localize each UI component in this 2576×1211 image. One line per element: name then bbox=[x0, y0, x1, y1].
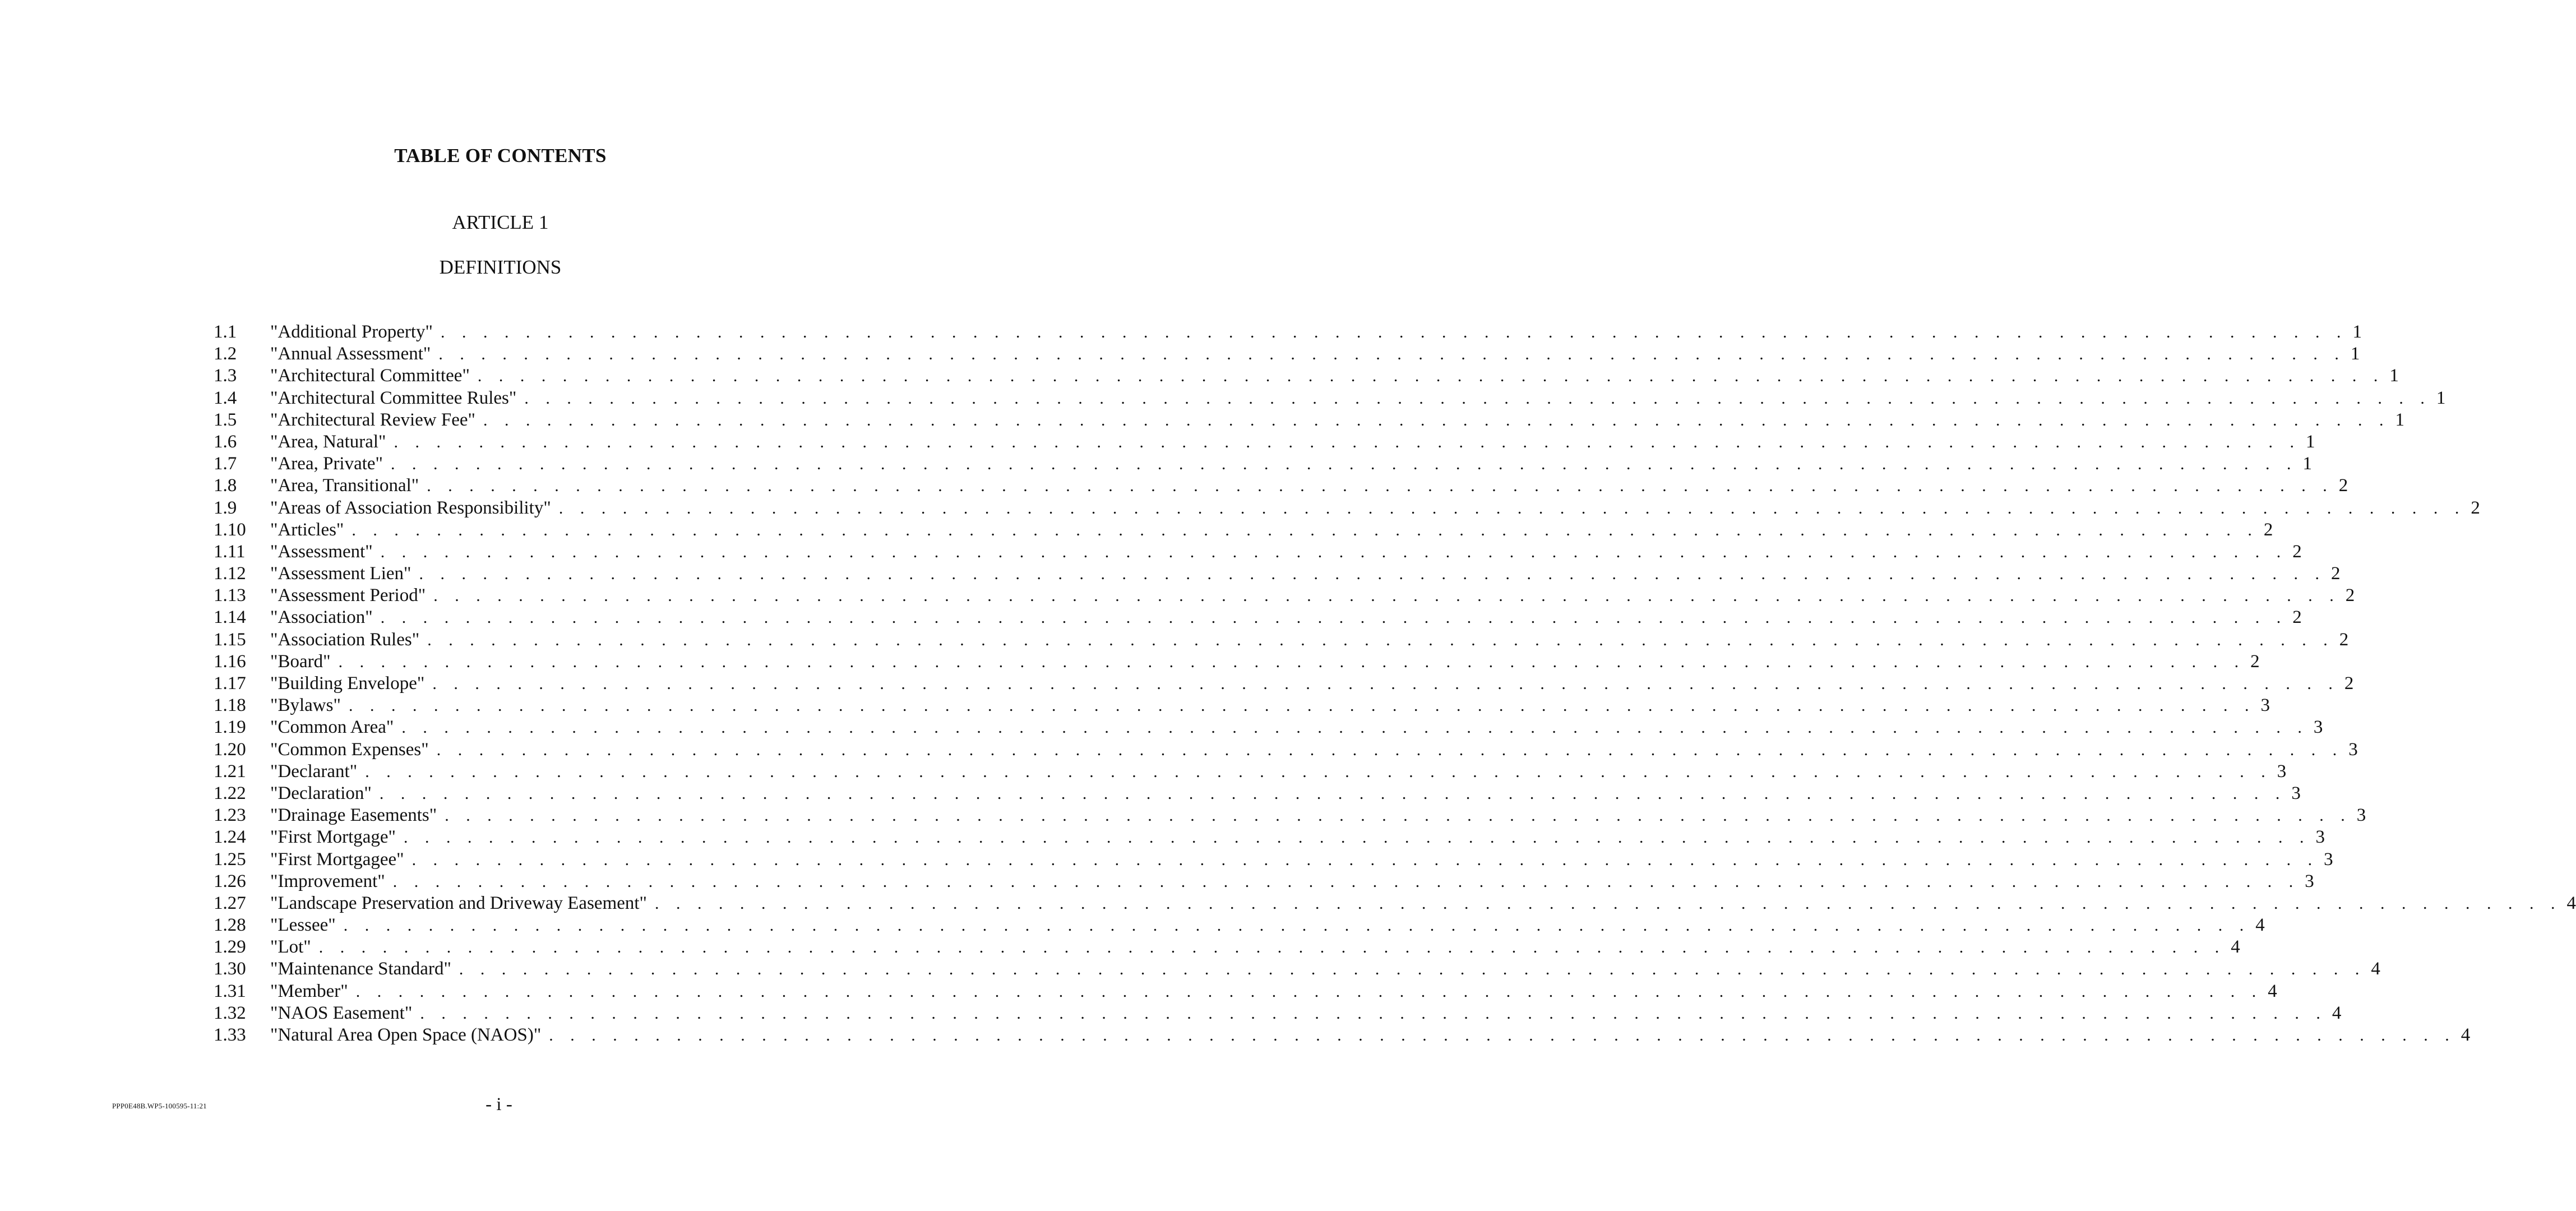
toc-entry-body bbox=[270, 849, 2333, 871]
toc-entry-label: "Assessment Lien" bbox=[270, 563, 411, 584]
toc-entry-body bbox=[270, 717, 2323, 738]
toc-entry-label: "Drainage Easements" bbox=[270, 805, 437, 826]
toc-entry bbox=[214, 673, 2354, 695]
toc-entry-page: 2 bbox=[2292, 541, 2302, 562]
toc-entry-label: "Area, Transitional" bbox=[270, 475, 419, 496]
toc-entry-page: 1 bbox=[2436, 387, 2446, 408]
article-name: DEFINITIONS bbox=[439, 256, 562, 278]
toc-entry-label: "Articles" bbox=[270, 519, 344, 540]
toc-entry-page: 1 bbox=[2350, 344, 2360, 364]
toc-entry-label: "Architectural Committee" bbox=[270, 366, 470, 386]
dot-leader: . . . . . . . . . . . . . . . . . . . . . . . . . . . . . . . . . . . . . . . . . . . . . . . . . . . . . . . . . . . . . . . . . . . . . . . . . . . . . . . . . . . . . . . . . . bbox=[655, 894, 2562, 913]
dot-leader: . . . . . . . . . . . . . . . . . . . . . . . . . . . . . . . . . . . . . . . . . . . . . . . . . . . . . . . . . . . . . . . . . . . . . . . . . . . . . . . . . . . . . . . . . . bbox=[365, 762, 2272, 781]
toc-entry-label: "Additional Property" bbox=[270, 322, 433, 342]
dot-leader: . . . . . . . . . . . . . . . . . . . . . . . . . . . . . . . . . . . . . . . . . . . . . . . . . . . . . . . . . . . . . . . . . . . . . . . . . . . . . . . . . . . . . . . . . . bbox=[436, 740, 2343, 759]
toc-entry-page: 2 bbox=[2345, 585, 2355, 606]
dot-leader: . . . . . . . . . . . . . . . . . . . . . . . . . . . . . . . . . . . . . . . . . . . . . . . . . . . . . . . . . . . . . . . . . . . . . . . . . . . . . . . . . . . . . . . . . . bbox=[348, 696, 2255, 715]
dot-leader: . . . . . . . . . . . . . . . . . . . . . . . . . . . . . . . . . . . . . . . . . . . . . . . . . . . . . . . . . . . . . . . . . . . . . . . . . . . . . . . . . . . . . . . . . . bbox=[343, 916, 2250, 935]
toc-entry-page: 1 bbox=[2389, 366, 2399, 386]
dot-leader: . . . . . . . . . . . . . . . . . . . . . . . . . . . . . . . . . . . . . . . . . . . . . . . . . . . . . . . . . . . . . . . . . . . . . . . . . . . . . . . . . . . . . . . . . . bbox=[427, 477, 2334, 496]
toc-entry-number: 1.20 bbox=[214, 739, 246, 760]
toc-entry-number: 1.6 bbox=[214, 431, 237, 452]
toc-entry-number: 1.12 bbox=[214, 563, 246, 584]
toc-list bbox=[214, 321, 2576, 1046]
dot-leader: . . . . . . . . . . . . . . . . . . . . . . . . . . . . . . . . . . . . . . . . . . . . . . . . . . . . . . . . . . . . . . . . . . . . . . . . . . . . . . . . . . . . . . . . . . bbox=[433, 586, 2341, 606]
toc-entry-label: "Common Expenses" bbox=[270, 739, 429, 760]
toc-entry bbox=[214, 893, 2576, 914]
toc-entry-page: 1 bbox=[2395, 409, 2404, 430]
toc-entry-label: "Area, Natural" bbox=[270, 431, 386, 452]
toc-entry-body bbox=[270, 409, 2404, 431]
toc-entry-label: "Architectural Committee Rules" bbox=[270, 387, 517, 408]
toc-entry-number: 1.33 bbox=[214, 1025, 246, 1045]
toc-entry-label: "Association Rules" bbox=[270, 629, 420, 650]
toc-entry-number: 1.23 bbox=[214, 805, 246, 826]
toc-entry-label: "Maintenance Standard" bbox=[270, 959, 451, 979]
toc-entry-page: 4 bbox=[2332, 1002, 2342, 1023]
toc-entry-body bbox=[270, 607, 2302, 628]
toc-entry bbox=[214, 958, 2380, 980]
toc-entry bbox=[214, 387, 2446, 409]
toc-entry-number: 1.25 bbox=[214, 849, 246, 870]
toc-entry-body bbox=[270, 981, 2277, 1002]
dot-leader: . . . . . . . . . . . . . . . . . . . . . . . . . . . . . . . . . . . . . . . . . . . . . . . . . . . . . . . . . . . . . . . . . . . . . . . . . . . . . . . . . . . . . . . . . . bbox=[318, 938, 2226, 957]
toc-entry-page: 2 bbox=[2344, 673, 2354, 694]
dot-leader: . . . . . . . . . . . . . . . . . . . . . . . . . . . . . . . . . . . . . . . . . . . . . . . . . . . . . . . . . . . . . . . . . . . . . . . . . . . . . . . . . . . . . . . . . . bbox=[483, 410, 2390, 429]
toc-entry bbox=[214, 409, 2404, 431]
toc-entry-number: 1.27 bbox=[214, 893, 246, 913]
toc-entry-number: 1.4 bbox=[214, 387, 237, 408]
toc-entry-label: "First Mortgage" bbox=[270, 827, 396, 848]
toc-entry-body bbox=[270, 387, 2446, 409]
dot-leader: . . . . . . . . . . . . . . . . . . . . . . . . . . . . . . . . . . . . . . . . . . . . . . . . . . . . . . . . . . . . . . . . . . . . . . . . . . . . . . . . . . . . . . . . . . bbox=[477, 367, 2384, 386]
toc-entry-number: 1.24 bbox=[214, 827, 246, 848]
dot-leader: . . . . . . . . . . . . . . . . . . . . . . . . . . . . . . . . . . . . . . . . . . . . . . . . . . . . . . . . . . . . . . . . . . . . . . . . . . . . . . . . . . . . . . . . . . bbox=[380, 608, 2287, 627]
toc-entry-label: "First Mortgagee" bbox=[270, 849, 404, 870]
toc-entry-label: "Bylaws" bbox=[270, 695, 341, 716]
toc-entry-label: "Declaration" bbox=[270, 783, 372, 803]
toc-entry bbox=[214, 497, 2480, 519]
toc-entry-page: 2 bbox=[2338, 475, 2348, 496]
toc-entry-number: 1.3 bbox=[214, 366, 237, 386]
dot-leader: . . . . . . . . . . . . . . . . . . . . . . . . . . . . . . . . . . . . . . . . . . . . . . . . . . . . . . . . . . . . . . . . . . . . . . . . . . . . . . . . . . . . . . . . . . bbox=[379, 784, 2286, 803]
toc-entry-body bbox=[270, 343, 2360, 365]
toc-entry-label: "Lot" bbox=[270, 937, 311, 958]
toc-entry-page: 2 bbox=[2250, 651, 2260, 672]
toc-entry bbox=[214, 607, 2302, 628]
toc-entry-body bbox=[270, 563, 2341, 585]
toc-entry bbox=[214, 849, 2333, 871]
toc-entry-body bbox=[270, 1002, 2342, 1024]
toc-entry-body bbox=[270, 519, 2273, 541]
toc-entry-label: "Assessment" bbox=[270, 541, 373, 562]
dot-leader: . . . . . . . . . . . . . . . . . . . . . . . . . . . . . . . . . . . . . . . . . . . . . . . . . . . . . . . . . . . . . . . . . . . . . . . . . . . . . . . . . . . . . . . . . . bbox=[391, 455, 2298, 474]
toc-entry-label: "Assessment Period" bbox=[270, 585, 426, 606]
toc-entry-page: 1 bbox=[2306, 431, 2315, 452]
toc-entry-body bbox=[270, 431, 2315, 453]
toc-entry-label: "Board" bbox=[270, 651, 331, 672]
toc-entry-page: 1 bbox=[2352, 322, 2362, 342]
toc-entry-body bbox=[270, 871, 2314, 893]
toc-entry bbox=[214, 761, 2287, 783]
toc-entry bbox=[214, 805, 2366, 826]
dot-leader: . . . . . . . . . . . . . . . . . . . . . . . . . . . . . . . . . . . . . . . . . . . . . . . . . . . . . . . . . . . . . . . . . . . . . . . . . . . . . . . . . . . . . . . . . . bbox=[445, 806, 2352, 825]
toc-entry bbox=[214, 475, 2348, 497]
toc-entry-label: "Architectural Review Fee" bbox=[270, 409, 475, 430]
dot-leader: . . . . . . . . . . . . . . . . . . . . . . . . . . . . . . . . . . . . . . . . . . . . . . . . . . . . . . . . . . . . . . . . . . . . . . . . . . . . . . . . . . . . . . . . . . bbox=[338, 652, 2245, 671]
toc-entry-label: "Annual Assessment" bbox=[270, 344, 431, 364]
toc-entry-label: "Member" bbox=[270, 981, 348, 1001]
toc-entry-body bbox=[270, 958, 2380, 980]
dot-leader: . . . . . . . . . . . . . . . . . . . . . . . . . . . . . . . . . . . . . . . . . . . . . . . . . . . . . . . . . . . . . . . . . . . . . . . . . . . . . . . . . . . . . . . . . . bbox=[558, 498, 2466, 517]
toc-entry-number: 1.19 bbox=[214, 717, 246, 738]
toc-entry bbox=[214, 541, 2302, 563]
toc-entry-body bbox=[270, 365, 2399, 387]
toc-entry-number: 1.7 bbox=[214, 454, 237, 474]
toc-entry bbox=[214, 783, 2301, 805]
toc-entry-label: "Improvement" bbox=[270, 871, 385, 891]
toc-entry-label: "Association" bbox=[270, 607, 373, 628]
toc-entry-page: 3 bbox=[2315, 827, 2325, 848]
toc-entry-body bbox=[270, 673, 2354, 695]
toc-entry-body bbox=[270, 629, 2349, 651]
toc-entry bbox=[214, 519, 2273, 541]
toc-entry bbox=[214, 826, 2325, 848]
dot-leader: . . . . . . . . . . . . . . . . . . . . . . . . . . . . . . . . . . . . . . . . . . . . . . . . . . . . . . . . . . . . . . . . . . . . . . . . . . . . . . . . . . . . . . . . . . bbox=[394, 432, 2301, 451]
toc-entry-number: 1.30 bbox=[214, 959, 246, 979]
dot-leader: . . . . . . . . . . . . . . . . . . . . . . . . . . . . . . . . . . . . . . . . . . . . . . . . . . . . . . . . . . . . . . . . . . . . . . . . . . . . . . . . . . . . . . . . . . bbox=[524, 389, 2431, 408]
toc-entry-number: 1.11 bbox=[214, 541, 246, 562]
toc-entry-page: 4 bbox=[2566, 893, 2576, 913]
toc-entry-page: 4 bbox=[2231, 937, 2240, 958]
toc-entry bbox=[214, 453, 2313, 475]
toc-entry-label: "Building Envelope" bbox=[270, 673, 425, 694]
toc-entry-page: 3 bbox=[2260, 695, 2270, 716]
toc-entry-page: 3 bbox=[2313, 717, 2323, 738]
toc-entry bbox=[214, 717, 2323, 738]
toc-entry bbox=[214, 871, 2314, 893]
dot-leader: . . . . . . . . . . . . . . . . . . . . . . . . . . . . . . . . . . . . . . . . . . . . . . . . . . . . . . . . . . . . . . . . . . . . . . . . . . . . . . . . . . . . . . . . . . bbox=[380, 542, 2287, 561]
dot-leader: . . . . . . . . . . . . . . . . . . . . . . . . . . . . . . . . . . . . . . . . . . . . . . . . . . . . . . . . . . . . . . . . . . . . . . . . . . . . . . . . . . . . . . . . . . bbox=[355, 982, 2263, 1001]
toc-entry-number: 1.31 bbox=[214, 981, 246, 1001]
dot-leader: . . . . . . . . . . . . . . . . . . . . . . . . . . . . . . . . . . . . . . . . . . . . . . . . . . . . . . . . . . . . . . . . . . . . . . . . . . . . . . . . . . . . . . . . . . bbox=[438, 345, 2346, 364]
toc-entry bbox=[214, 981, 2277, 1002]
toc-entry bbox=[214, 343, 2360, 365]
toc-entry-number: 1.29 bbox=[214, 937, 246, 958]
toc-entry bbox=[214, 914, 2265, 936]
toc-entry bbox=[214, 563, 2341, 585]
toc-entry bbox=[214, 365, 2399, 387]
toc-entry-body bbox=[270, 541, 2302, 563]
toc-entry-page: 4 bbox=[2371, 959, 2380, 979]
toc-entry-number: 1.26 bbox=[214, 871, 246, 891]
toc-entry-body bbox=[270, 651, 2260, 673]
toc-entry-label: "Natural Area Open Space (NAOS)" bbox=[270, 1025, 542, 1045]
toc-entry-number: 1.22 bbox=[214, 783, 246, 803]
toc-entry-page: 1 bbox=[2302, 454, 2313, 474]
toc-entry-label: "NAOS Easement" bbox=[270, 1002, 413, 1023]
toc-entry bbox=[214, 695, 2270, 717]
dot-leader: . . . . . . . . . . . . . . . . . . . . . . . . . . . . . . . . . . . . . . . . . . . . . . . . . . . . . . . . . . . . . . . . . . . . . . . . . . . . . . . . . . . . . . . . . . bbox=[411, 850, 2319, 869]
article-number: ARTICLE 1 bbox=[452, 211, 549, 233]
toc-entry-body bbox=[270, 826, 2325, 848]
toc-entry-body bbox=[270, 321, 2362, 343]
toc-entry-body bbox=[270, 914, 2265, 936]
toc-entry bbox=[214, 651, 2260, 673]
toc-entry-label: "Declarant" bbox=[270, 761, 358, 782]
toc-entry-label: "Area, Private" bbox=[270, 454, 383, 474]
toc-entry-body bbox=[270, 475, 2348, 497]
toc-entry bbox=[214, 629, 2349, 651]
dot-leader: . . . . . . . . . . . . . . . . . . . . . . . . . . . . . . . . . . . . . . . . . . . . . . . . . . . . . . . . . . . . . . . . . . . . . . . . . . . . . . . . . . . . . . . . . . bbox=[441, 323, 2347, 341]
dot-leader: . . . . . . . . . . . . . . . . . . . . . . . . . . . . . . . . . . . . . . . . . . . . . . . . . . . . . . . . . . . . . . . . . . . . . . . . . . . . . . . . . . . . . . . . . . bbox=[459, 960, 2366, 979]
toc-entry-number: 1.16 bbox=[214, 651, 246, 672]
toc-entry-number: 1.5 bbox=[214, 409, 237, 430]
toc-entry-page: 3 bbox=[2348, 739, 2358, 760]
toc-entry-body bbox=[270, 805, 2366, 826]
toc-entry-label: "Lessee" bbox=[270, 915, 336, 936]
toc-entry-label: "Common Area" bbox=[270, 717, 394, 738]
toc-entry-page: 3 bbox=[2277, 761, 2287, 782]
toc-entry-number: 1.1 bbox=[214, 322, 237, 342]
toc-entry-number: 1.14 bbox=[214, 607, 246, 628]
toc-entry-body bbox=[270, 893, 2576, 914]
toc-entry-page: 4 bbox=[2268, 981, 2277, 1001]
toc-entry-label: "Areas of Association Responsibility" bbox=[270, 497, 551, 518]
toc-entry bbox=[214, 321, 2362, 343]
toc-entry-page: 3 bbox=[2356, 805, 2366, 826]
dot-leader: . . . . . . . . . . . . . . . . . . . . . . . . . . . . . . . . . . . . . . . . . . . . . . . . . . . . . . . . . . . . . . . . . . . . . . . . . . . . . . . . . . . . . . . . . . bbox=[419, 565, 2326, 584]
toc-entry-page: 3 bbox=[2291, 783, 2301, 803]
toc-entry bbox=[214, 1002, 2342, 1024]
toc-entry-number: 1.18 bbox=[214, 695, 246, 716]
toc-entry-number: 1.32 bbox=[214, 1002, 246, 1023]
toc-entry-body bbox=[270, 453, 2313, 475]
toc-entry-body bbox=[270, 695, 2270, 717]
dot-leader: . . . . . . . . . . . . . . . . . . . . . . . . . . . . . . . . . . . . . . . . . . . . . . . . . . . . . . . . . . . . . . . . . . . . . . . . . . . . . . . . . . . . . . . . . . bbox=[420, 1004, 2327, 1023]
toc-entry-body bbox=[270, 936, 2240, 958]
toc-entry-number: 1.15 bbox=[214, 629, 246, 650]
toc-entry-page: 3 bbox=[2305, 871, 2314, 891]
toc-entry-body bbox=[270, 783, 2301, 805]
document-code: PPP0E48B.WP5-100595-11:21 bbox=[112, 1102, 207, 1110]
toc-entry-number: 1.8 bbox=[214, 475, 237, 496]
dot-leader: . . . . . . . . . . . . . . . . . . . . . . . . . . . . . . . . . . . . . . . . . . . . . . . . . . . . . . . . . . . . . . . . . . . . . . . . . . . . . . . . . . . . . . . . . . bbox=[404, 828, 2311, 847]
dot-leader: . . . . . . . . . . . . . . . . . . . . . . . . . . . . . . . . . . . . . . . . . . . . . . . . . . . . . . . . . . . . . . . . . . . . . . . . . . . . . . . . . . . . . . . . . . bbox=[392, 872, 2300, 891]
toc-entry-label: "Landscape Preservation and Driveway Easement" bbox=[270, 893, 648, 913]
toc-entry-page: 2 bbox=[2292, 607, 2302, 628]
toc-entry-number: 1.21 bbox=[214, 761, 246, 782]
toc-entry-number: 1.2 bbox=[214, 344, 237, 364]
toc-entry bbox=[214, 585, 2355, 607]
toc-title: TABLE OF CONTENTS bbox=[394, 145, 607, 167]
dot-leader: . . . . . . . . . . . . . . . . . . . . . . . . . . . . . . . . . . . . . . . . . . . . . . . . . . . . . . . . . . . . . . . . . . . . . . . . . . . . . . . . . . . . . . . . . . bbox=[432, 674, 2339, 693]
toc-entry-page: 2 bbox=[2263, 519, 2273, 540]
toc-entry-number: 1.9 bbox=[214, 497, 237, 518]
toc-entry bbox=[214, 936, 2240, 958]
toc-entry-number: 1.10 bbox=[214, 519, 246, 540]
toc-entry bbox=[214, 431, 2315, 453]
toc-entry-page: 4 bbox=[2461, 1025, 2471, 1045]
toc-entry-page: 4 bbox=[2255, 915, 2265, 936]
toc-entry-number: 1.17 bbox=[214, 673, 246, 694]
toc-entry bbox=[214, 739, 2358, 761]
toc-entry-page: 3 bbox=[2324, 849, 2333, 870]
dot-leader: . . . . . . . . . . . . . . . . . . . . . . . . . . . . . . . . . . . . . . . . . . . . . . . . . . . . . . . . . . . . . . . . . . . . . . . . . . . . . . . . . . . . . . . . . . bbox=[352, 520, 2259, 539]
toc-entry bbox=[214, 1024, 2471, 1046]
toc-entry-page: 2 bbox=[2331, 563, 2341, 584]
toc-entry-page: 2 bbox=[2339, 629, 2349, 650]
dot-leader: . . . . . . . . . . . . . . . . . . . . . . . . . . . . . . . . . . . . . . . . . . . . . . . . . . . . . . . . . . . . . . . . . . . . . . . . . . . . . . . . . . . . . . . . . . bbox=[549, 1026, 2456, 1044]
toc-entry-page: 2 bbox=[2471, 497, 2480, 518]
dot-leader: . . . . . . . . . . . . . . . . . . . . . . . . . . . . . . . . . . . . . . . . . . . . . . . . . . . . . . . . . . . . . . . . . . . . . . . . . . . . . . . . . . . . . . . . . . bbox=[427, 630, 2334, 649]
dot-leader: . . . . . . . . . . . . . . . . . . . . . . . . . . . . . . . . . . . . . . . . . . . . . . . . . . . . . . . . . . . . . . . . . . . . . . . . . . . . . . . . . . . . . . . . . . bbox=[401, 718, 2309, 737]
page-number: - i - bbox=[485, 1094, 512, 1115]
toc-entry-body bbox=[270, 761, 2287, 783]
toc-entry-body bbox=[270, 497, 2480, 519]
toc-entry-body bbox=[270, 585, 2355, 607]
toc-entry-number: 1.28 bbox=[214, 915, 246, 936]
toc-entry-body bbox=[270, 739, 2358, 761]
toc-entry-body bbox=[270, 1024, 2471, 1046]
toc-entry-number: 1.13 bbox=[214, 585, 246, 606]
